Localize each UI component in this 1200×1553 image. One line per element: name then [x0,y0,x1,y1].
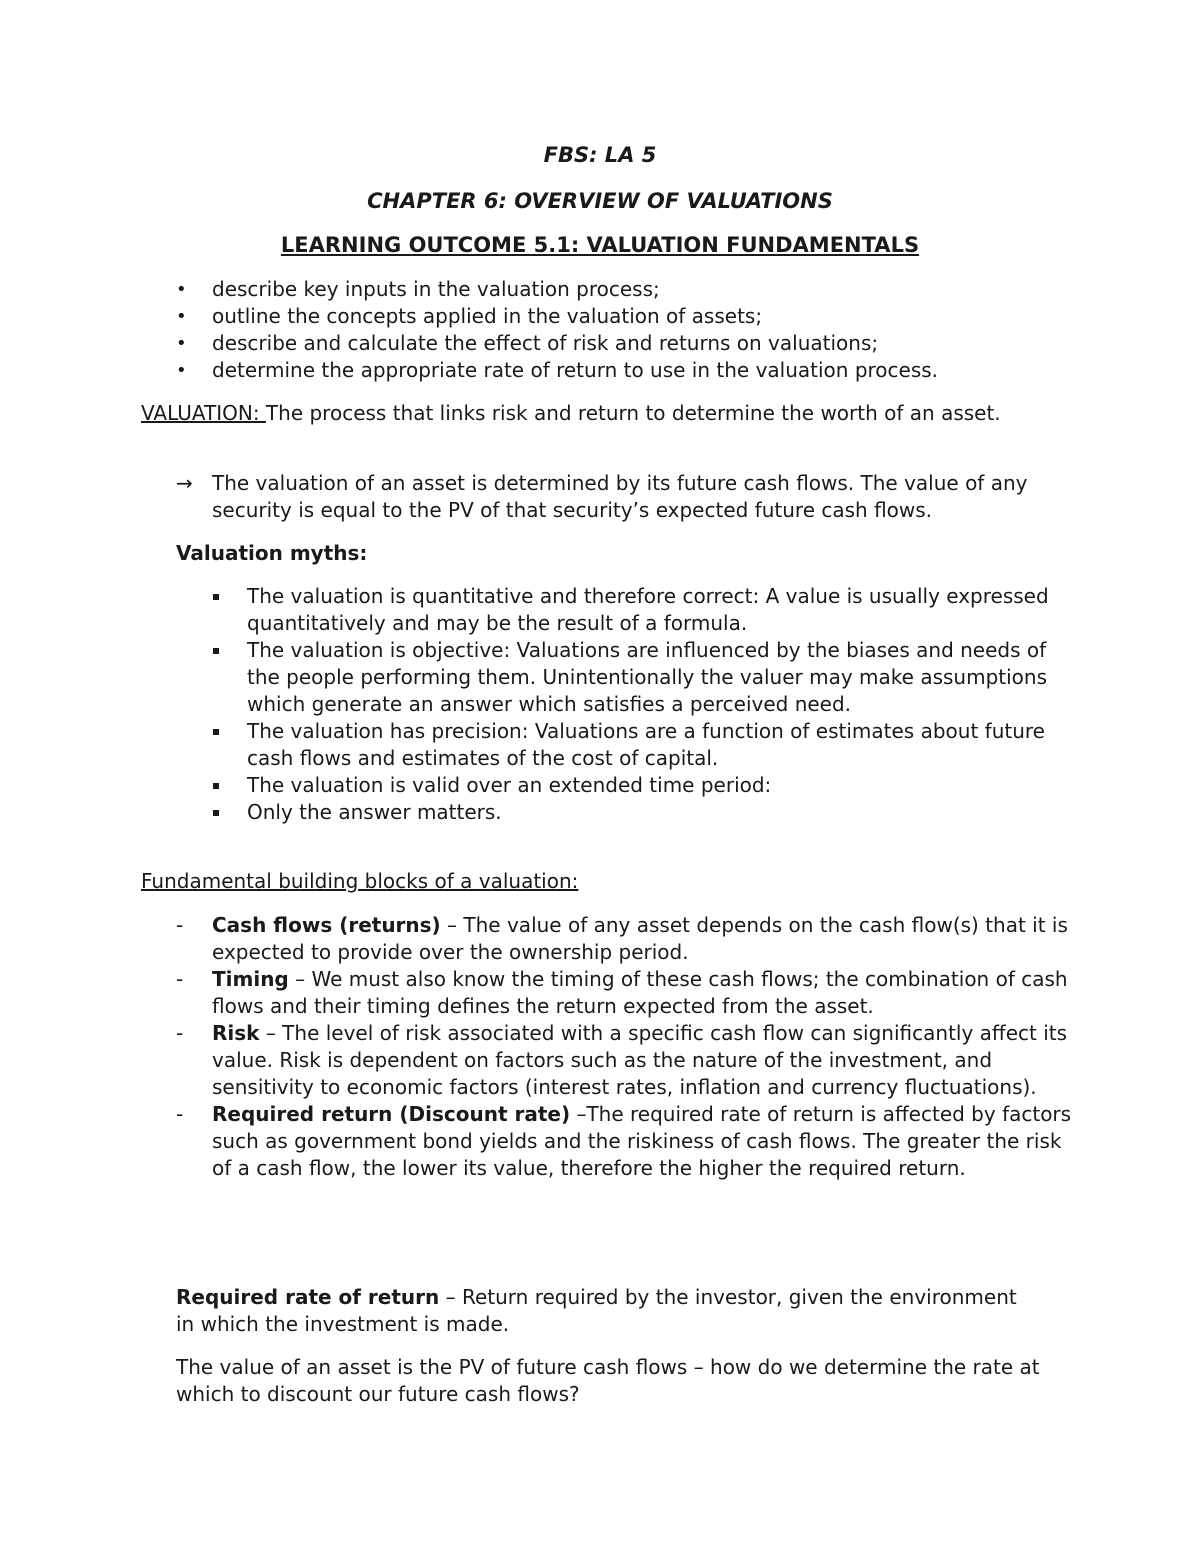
valuation-term: VALUATION: [141,401,266,425]
valuation-definition [141,400,1021,427]
objective-text: outline the concepts applied in the valuation of assets; [212,304,763,328]
block-term: Required return (Discount rate) [212,1102,571,1126]
list-item [176,966,1072,1020]
block-text: – The level of risk associated with a specific cash flow can significantly affect its value. Risk is dependent on factors such as the nature of the investment, and sensitivity to economic factors (interest rates, inflation and currency fluctuations). [212,1021,1068,1099]
list-item [176,330,1112,357]
valuation-arrow-point [176,470,1072,524]
list-item [247,799,1067,826]
myth-text: The valuation is valid over an extended time period: [247,773,772,797]
square-bullet-icon [213,783,219,789]
arrow-right-icon: → [176,471,193,495]
myths-heading: Valuation myths: [176,541,368,565]
building-blocks-heading: Fundamental building blocks of a valuation: [141,869,579,893]
objectives-list [176,276,1112,384]
list-item [247,583,1067,637]
required-rate-text: – Return required by the investor, given the environment in which the investment is made. [176,1285,1017,1336]
list-item [176,1020,1072,1101]
learning-outcome-title: LEARNING OUTCOME 5.1: VALUATION FUNDAMENTALS [280,233,920,257]
square-bullet-icon [213,648,219,654]
list-item [176,357,1112,384]
required-rate-paragraph [176,1284,1036,1338]
objective-text: describe and calculate the effect of risk and returns on valuations; [212,331,879,355]
myth-text: The valuation has precision: Valuations are a function of estimates about future cash flows and estimates of the cost of capital. [247,719,1045,770]
arrow-point-text: The valuation of an asset is determined by its future cash flows. The value of any security is equal to the PV of that security’s expected future cash flows. [212,471,1028,522]
block-text: – We must also know the timing of these cash flows; the combination of cash flows and their timing defines the return expected from the asset. [212,967,1068,1018]
myths-list [247,583,1067,826]
objective-text: describe key inputs in the valuation process; [212,277,660,301]
bullet-icon: • [176,360,187,381]
dash-bullet-icon: - [176,1102,184,1126]
bullet-icon: • [176,333,187,354]
block-term: Cash flows (returns) [212,913,441,937]
bullet-icon: • [176,306,187,327]
dash-bullet-icon: - [176,913,184,937]
square-bullet-icon [213,594,219,600]
dash-bullet-icon: - [176,967,184,991]
block-term: Timing [212,967,289,991]
list-item [176,912,1072,966]
block-text: – The value of any asset depends on the cash flow(s) that it is expected to provide over the ownership period. [212,913,1068,964]
block-term: Risk [212,1021,260,1045]
myth-text: Only the answer matters. [247,800,502,824]
list-item [247,772,1067,799]
chapter-title: CHAPTER 6: OVERVIEW OF VALUATIONS [367,189,833,213]
valuation-definition-text: The process that links risk and return to determine the worth of an asset. [265,401,1001,425]
document-code: FBS: LA 5 [543,143,657,167]
myth-text: The valuation is objective: Valuations are influenced by the biases and needs of the people performing them. Unintentionally the valuer may make assumptions which generate an answer which satisfies a perceived need. [247,638,1047,716]
bullet-icon: • [176,279,187,300]
list-item [247,637,1067,718]
list-item [247,718,1067,772]
closing-paragraph: The value of an asset is the PV of future cash flows – how do we determine the rate at which to discount our future cash flows? [176,1355,1040,1406]
list-item [176,1101,1072,1182]
required-rate-term: Required rate of return [176,1285,440,1309]
myth-text: The valuation is quantitative and therefore correct: A value is usually expressed quantitatively and may be the result of a formula. [247,584,1049,635]
objective-text: determine the appropriate rate of return to use in the valuation process. [212,358,939,382]
building-blocks-list [176,912,1072,1182]
block-text: –The required rate of return is affected by factors such as government bond yields and the riskiness of cash flows. The greater the risk of a cash flow, the lower its value, therefore the higher the required return. [212,1102,1072,1180]
square-bullet-icon [213,729,219,735]
list-item [176,276,1112,303]
square-bullet-icon [213,810,219,816]
list-item [176,303,1112,330]
dash-bullet-icon: - [176,1021,184,1045]
